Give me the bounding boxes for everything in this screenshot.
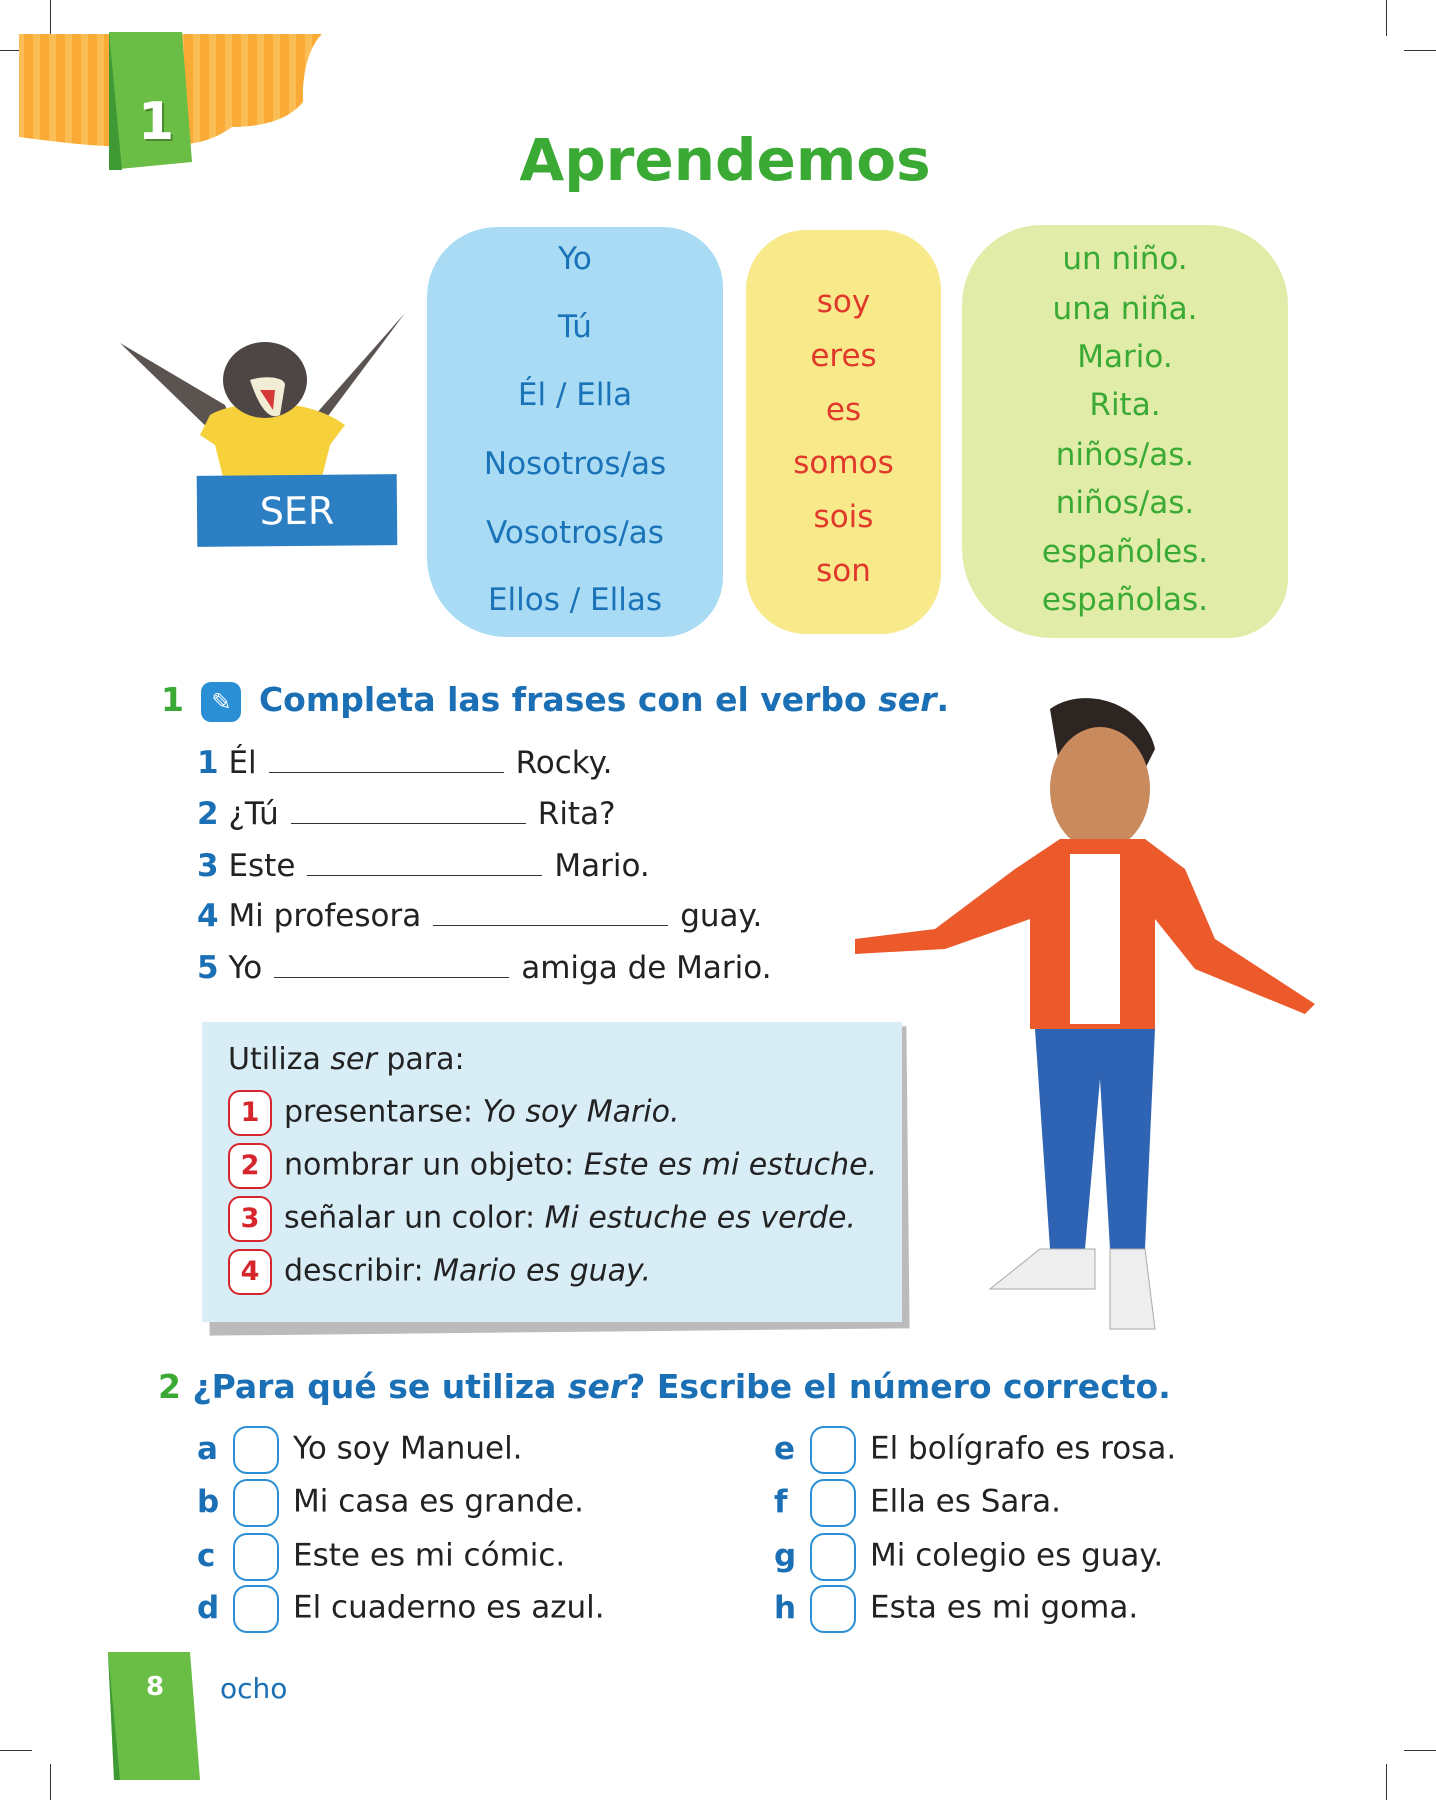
item-text: Este es mi cómic. <box>293 1537 566 1574</box>
pronouns-panel <box>427 227 723 637</box>
use-example: Mi estuche es verde. <box>544 1200 856 1236</box>
crop-mark <box>50 1764 51 1800</box>
complement: españolas. <box>1041 582 1209 618</box>
crop-mark <box>1386 0 1387 36</box>
item-after: Mario. <box>554 848 650 884</box>
answer-box[interactable] <box>810 1533 856 1581</box>
answer-box[interactable] <box>810 1426 856 1474</box>
item-text: El bolígrafo es rosa. <box>870 1430 1177 1467</box>
heading-end: ? Escribe el número correcto. <box>626 1367 1171 1406</box>
answer-blank[interactable] <box>269 748 504 773</box>
exercise-1-item <box>197 848 650 884</box>
item-letter: b <box>197 1483 220 1520</box>
item-text: Esta es mi goma. <box>870 1589 1139 1626</box>
answer-box[interactable] <box>233 1585 279 1633</box>
exercise-1-item <box>197 745 612 781</box>
page-number-word: ocho <box>220 1672 288 1705</box>
item-text: El cuaderno es azul. <box>293 1589 605 1626</box>
exercise-number: 1 <box>161 680 184 719</box>
ser-label: SER <box>259 488 335 534</box>
pronoun: Nosotros/as <box>483 446 667 482</box>
page-number: 8 <box>146 1672 165 1702</box>
exercise-2-item <box>774 1585 1138 1633</box>
crop-mark <box>1404 50 1436 51</box>
item-letter: a <box>197 1430 218 1467</box>
exercise-2-heading <box>158 1367 1171 1406</box>
crop-mark <box>1404 1750 1436 1751</box>
item-before: Mi profesora <box>228 898 422 934</box>
answer-box[interactable] <box>233 1479 279 1527</box>
item-text: Mi colegio es guay. <box>870 1537 1164 1574</box>
exercise-2-item <box>197 1426 523 1474</box>
use-label: presentarse: <box>284 1094 483 1130</box>
info-intro <box>228 1042 465 1077</box>
raccoon-illustration <box>115 305 415 485</box>
use-label: nombrar un objeto: <box>284 1147 584 1183</box>
verb-form: sois <box>813 499 874 535</box>
item-before: Él <box>228 745 257 781</box>
item-number: 2 <box>197 796 219 832</box>
heading-text: ¿Para qué se utiliza <box>192 1367 568 1406</box>
answer-blank[interactable] <box>291 799 526 824</box>
pencil-icon: ✎ <box>201 682 241 722</box>
use-number-badge: 2 <box>228 1143 272 1189</box>
item-before: ¿Tú <box>228 796 279 832</box>
answer-blank[interactable] <box>274 953 509 978</box>
exercise-2-item <box>774 1479 1061 1527</box>
item-before: Este <box>228 848 296 884</box>
exercise-2-item <box>774 1426 1176 1474</box>
boy-illustration <box>855 689 1315 1339</box>
item-letter: c <box>197 1537 216 1574</box>
item-letter: h <box>774 1589 797 1626</box>
exercise-1-heading <box>161 680 949 722</box>
item-after: Rocky. <box>515 745 613 781</box>
exercise-1-item <box>197 796 616 832</box>
item-text: Yo soy Manuel. <box>293 1430 523 1467</box>
pronoun: Yo <box>558 241 592 277</box>
pronoun: Tú <box>558 309 592 345</box>
answer-box[interactable] <box>810 1479 856 1527</box>
use-number-badge: 3 <box>228 1196 272 1242</box>
item-letter: e <box>774 1430 796 1467</box>
intro-text: Utiliza <box>228 1042 331 1077</box>
intro-em: ser <box>330 1042 377 1077</box>
ser-label-box <box>197 474 398 547</box>
intro-end: para: <box>376 1042 465 1077</box>
heading-em: ser <box>878 680 937 719</box>
use-item <box>228 1090 680 1136</box>
item-number: 3 <box>197 848 219 884</box>
answer-box[interactable] <box>810 1585 856 1633</box>
verb-form: es <box>825 392 862 428</box>
heading-em: ser <box>567 1367 627 1406</box>
verb-form: eres <box>810 338 877 374</box>
complement: niños/as. <box>1055 485 1195 521</box>
complement: españoles. <box>1041 534 1209 570</box>
exercise-number: 2 <box>158 1367 181 1406</box>
page-title: Aprendemos <box>519 126 931 194</box>
answer-box[interactable] <box>233 1426 279 1474</box>
info-box <box>202 1022 902 1322</box>
item-letter: f <box>774 1483 788 1520</box>
crop-mark <box>50 0 51 36</box>
unit-number: 1 <box>138 92 175 152</box>
use-example: Mario es guay. <box>433 1253 651 1289</box>
pronoun: Ellos / Ellas <box>487 582 663 618</box>
crop-mark <box>1386 1764 1387 1800</box>
use-number-badge: 4 <box>228 1249 272 1295</box>
use-example: Este es mi estuche. <box>583 1147 878 1183</box>
use-number-badge: 1 <box>228 1090 272 1136</box>
item-letter: g <box>774 1537 797 1574</box>
complement: una niña. <box>1052 291 1198 327</box>
complement: Mario. <box>1077 339 1173 375</box>
use-label: describir: <box>284 1253 434 1289</box>
item-number: 1 <box>197 745 219 781</box>
item-number: 4 <box>197 898 219 934</box>
item-after: Rita? <box>537 796 616 832</box>
use-item <box>228 1196 856 1242</box>
item-letter: d <box>197 1589 220 1626</box>
use-item <box>228 1249 651 1295</box>
complement: Rita. <box>1089 387 1161 423</box>
exercise-2-item <box>197 1533 565 1581</box>
exercise-2-item <box>197 1479 584 1527</box>
exercise-2-item <box>774 1533 1163 1581</box>
use-item <box>228 1143 877 1189</box>
verb-form: soy <box>816 284 871 320</box>
verb-form: son <box>816 553 871 589</box>
heading-text: Completa las frases con el verbo <box>258 680 879 719</box>
exercise-1-item <box>197 898 762 934</box>
answer-blank[interactable] <box>433 901 668 926</box>
verb-form: somos <box>793 445 894 481</box>
item-before: Yo <box>228 950 263 986</box>
exercise-2-item <box>197 1585 605 1633</box>
complement: niños/as. <box>1055 437 1195 473</box>
pronoun: Vosotros/as <box>486 515 664 551</box>
item-text: Mi casa es grande. <box>293 1483 585 1520</box>
complements-panel <box>962 225 1288 638</box>
answer-blank[interactable] <box>307 851 542 876</box>
item-after: amiga de Mario. <box>521 950 772 986</box>
exercise-1-item <box>197 950 772 986</box>
item-number: 5 <box>197 950 219 986</box>
use-example: Yo soy Mario. <box>482 1094 680 1130</box>
complement: un niño. <box>1062 241 1188 277</box>
item-text: Ella es Sara. <box>870 1483 1062 1520</box>
use-label: señalar un color: <box>284 1200 545 1236</box>
heading-end: . <box>936 680 950 719</box>
pronoun: Él / Ella <box>517 377 633 413</box>
crop-mark <box>0 1750 32 1751</box>
answer-box[interactable] <box>233 1533 279 1581</box>
item-after: guay. <box>680 898 763 934</box>
